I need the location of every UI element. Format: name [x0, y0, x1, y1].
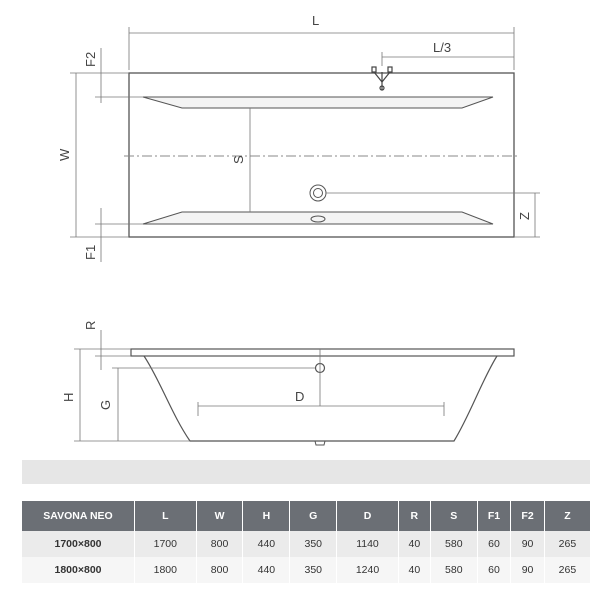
table-cell: 265	[544, 557, 590, 583]
table-cell: 440	[243, 531, 290, 557]
dim-label-G: G	[98, 399, 113, 410]
table-row	[22, 531, 590, 557]
dim-label-D: D	[295, 389, 305, 404]
table-header-D: D	[337, 501, 399, 531]
table-cell: 1240	[337, 557, 399, 583]
table-header-L: L	[135, 501, 197, 531]
table-cell: 90	[511, 557, 545, 583]
top-view-dimensions	[70, 27, 540, 262]
table-header-R: R	[398, 501, 430, 531]
dim-label-F1: F1	[83, 244, 98, 260]
table-header-Z: Z	[544, 501, 590, 531]
table-cell: 1800	[135, 557, 197, 583]
basin-top-edge	[143, 97, 493, 108]
table-header-H: H	[243, 501, 290, 531]
table-cell: 265	[544, 531, 590, 557]
table-cell: 1700	[135, 531, 197, 557]
table-cell: 40	[398, 557, 430, 583]
dim-label-Z: Z	[517, 212, 532, 220]
table-cell-model: 1700×800	[22, 531, 135, 557]
dim-label-F2: F2	[83, 51, 98, 67]
table-cell: 800	[196, 531, 243, 557]
side-view-dimensions	[74, 330, 444, 441]
table-header-F2: F2	[511, 501, 545, 531]
dim-label-R: R	[83, 320, 98, 330]
tub-body-side	[144, 356, 497, 441]
table-header-row	[22, 501, 590, 531]
table-cell: 580	[430, 557, 477, 583]
table-cell: 90	[511, 531, 545, 557]
dim-label-W: W	[57, 148, 72, 161]
table-header-F1: F1	[477, 501, 511, 531]
table-cell: 440	[243, 557, 290, 583]
table-header-S: S	[430, 501, 477, 531]
table-cell: 350	[290, 557, 337, 583]
table-header-G: G	[290, 501, 337, 531]
table-cell: 60	[477, 557, 511, 583]
table-row	[22, 557, 590, 583]
faucet-icon	[372, 67, 392, 90]
table-cell: 40	[398, 531, 430, 557]
overflow-icon	[310, 185, 326, 201]
dimensions-table	[22, 501, 590, 583]
dim-label-L: L	[312, 13, 320, 28]
table-cell: 580	[430, 531, 477, 557]
side-view	[131, 349, 514, 445]
table-cell: 60	[477, 531, 511, 557]
tub-rim-side	[131, 349, 514, 356]
table-header-model: SAVONA NEO	[22, 501, 135, 531]
table-header-W: W	[196, 501, 243, 531]
table-cell-model: 1800×800	[22, 557, 135, 583]
table-cell: 800	[196, 557, 243, 583]
dim-label-L3: L/3	[433, 40, 452, 55]
top-view	[124, 67, 520, 237]
table-cell: 350	[290, 531, 337, 557]
dim-label-S: S	[231, 155, 246, 164]
table-cell: 1140	[337, 531, 399, 557]
dim-label-H: H	[61, 392, 76, 402]
separator-band	[22, 460, 590, 484]
